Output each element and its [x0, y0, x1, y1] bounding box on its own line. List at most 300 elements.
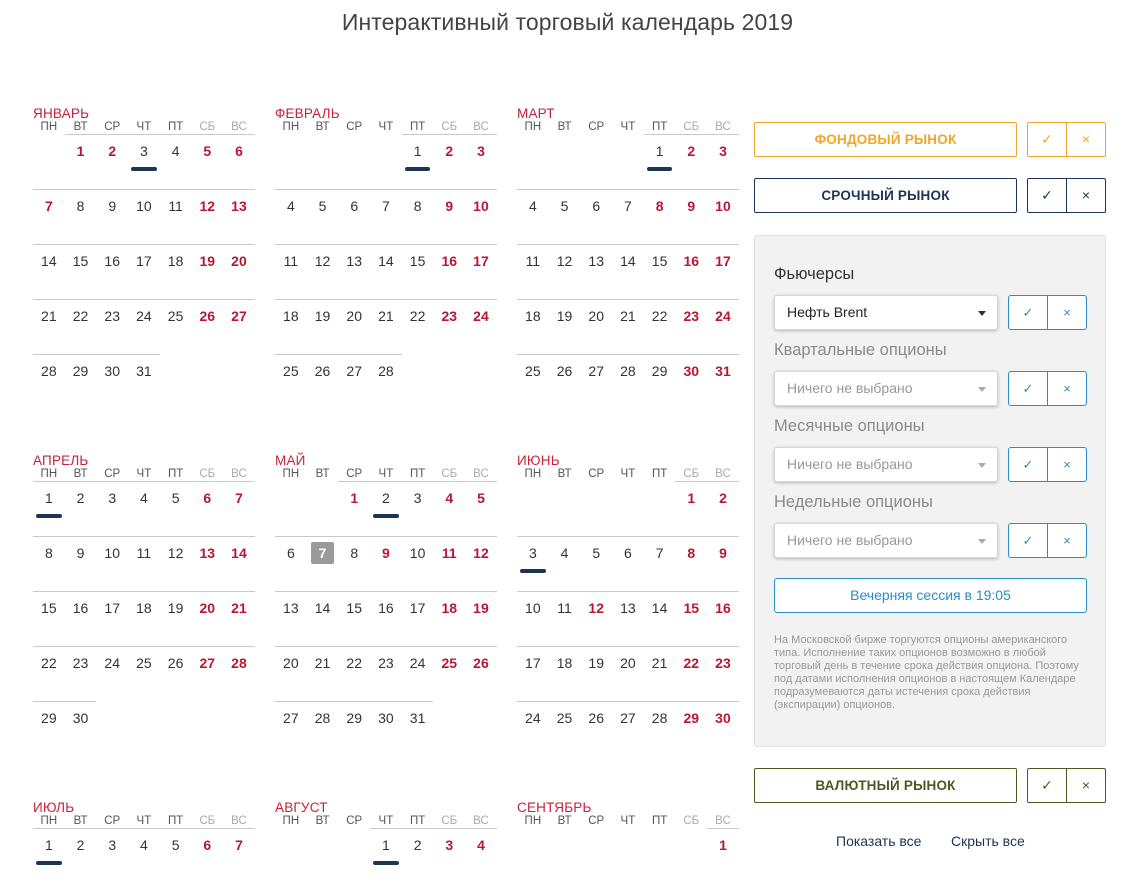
day-cell[interactable] [644, 134, 676, 189]
day-cell[interactable] [33, 481, 65, 536]
day-cell[interactable] [128, 299, 160, 354]
day-cell[interactable] [707, 354, 739, 409]
day-cell[interactable] [612, 646, 644, 701]
day-cell[interactable] [160, 591, 192, 646]
day-cell[interactable] [370, 646, 402, 701]
day-cell[interactable] [580, 189, 612, 244]
day-cell[interactable] [465, 646, 497, 701]
day-cell[interactable] [338, 189, 370, 244]
day-cell[interactable] [580, 646, 612, 701]
day-cell[interactable] [707, 591, 739, 646]
day-cell[interactable] [128, 134, 160, 189]
day-cell[interactable] [465, 591, 497, 646]
expiration-marker [36, 514, 62, 518]
day-cell[interactable] [307, 701, 339, 756]
day-cell[interactable] [33, 354, 65, 409]
day-number: 19 [473, 600, 489, 616]
day-cell[interactable] [65, 828, 97, 883]
calendar-week [275, 828, 497, 883]
weekly-options-select[interactable] [774, 523, 998, 558]
day-cell[interactable] [675, 354, 707, 409]
day-number: 5 [203, 143, 212, 159]
day-number: 29 [683, 710, 700, 726]
day-cell[interactable] [223, 244, 255, 299]
day-cell[interactable] [65, 481, 97, 536]
day-cell[interactable] [275, 536, 307, 591]
day-cell[interactable] [96, 134, 128, 189]
day-cell[interactable] [65, 299, 97, 354]
day-cell[interactable] [191, 189, 223, 244]
empty-day-cell [96, 701, 128, 756]
day-cell[interactable] [128, 244, 160, 299]
day-cell[interactable] [223, 646, 255, 701]
day-cell[interactable] [612, 701, 644, 756]
futures-select[interactable] [774, 295, 998, 330]
day-cell[interactable] [275, 701, 307, 756]
day-cell[interactable] [644, 189, 676, 244]
calendar-week [275, 134, 497, 189]
day-number: 3 [108, 490, 117, 506]
day-cell[interactable] [160, 189, 192, 244]
day-cell[interactable] [549, 299, 581, 354]
day-number: 21 [651, 655, 668, 671]
day-cell[interactable] [96, 536, 128, 591]
day-number: 4 [140, 837, 148, 853]
day-number: 25 [441, 655, 458, 671]
day-cell[interactable] [275, 646, 307, 701]
day-cell[interactable] [191, 481, 223, 536]
weekday-label: ЧТ [620, 815, 636, 827]
day-cell[interactable] [128, 481, 160, 536]
day-cell[interactable] [307, 244, 339, 299]
monthly-options-select-all-button[interactable]: ✓ [1009, 448, 1048, 481]
quarterly-options-clear-button[interactable]: × [1063, 381, 1071, 396]
day-number: 1 [44, 490, 53, 506]
day-number: 13 [346, 253, 362, 269]
day-cell[interactable] [433, 189, 465, 244]
empty-day-cell [307, 134, 339, 189]
day-cell[interactable] [549, 536, 581, 591]
day-cell[interactable] [675, 481, 707, 536]
day-number: 3 [477, 143, 485, 159]
day-cell[interactable] [65, 354, 97, 409]
calendar-week [517, 828, 739, 883]
day-cell[interactable] [370, 189, 402, 244]
day-cell[interactable] [644, 646, 676, 701]
day-cell[interactable] [128, 536, 160, 591]
expiration-marker [647, 167, 673, 171]
day-number: 3 [413, 490, 422, 506]
day-cell[interactable] [644, 354, 676, 409]
day-cell[interactable] [65, 591, 97, 646]
day-cell[interactable] [402, 481, 434, 536]
stock-market-toggle [1027, 122, 1106, 157]
day-cell[interactable] [675, 189, 707, 244]
day-number: 11 [168, 198, 183, 214]
day-number: 13 [283, 600, 299, 616]
day-cell[interactable] [160, 481, 192, 536]
day-cell[interactable] [644, 701, 676, 756]
day-number: 2 [76, 490, 85, 506]
day-cell[interactable] [549, 701, 581, 756]
day-cell[interactable] [580, 244, 612, 299]
day-cell[interactable] [370, 828, 402, 883]
day-cell[interactable] [465, 189, 497, 244]
day-number: 6 [350, 198, 359, 214]
day-cell[interactable] [465, 481, 497, 536]
quarterly-options-select[interactable] [774, 371, 998, 406]
day-cell[interactable] [338, 354, 370, 409]
day-cell[interactable] [96, 189, 128, 244]
day-cell[interactable] [402, 134, 434, 189]
day-cell[interactable] [433, 134, 465, 189]
weekday-label: СБ [441, 121, 458, 133]
weekday-label: ВС [231, 121, 247, 133]
day-cell[interactable] [465, 536, 497, 591]
day-cell[interactable] [96, 481, 128, 536]
futures-label: Фьючерсы [774, 265, 855, 283]
day-cell[interactable] [338, 646, 370, 701]
derivatives-market-toggle [1027, 178, 1106, 213]
stock-market-clear-button[interactable]: × [1081, 131, 1091, 147]
day-cell[interactable] [707, 701, 739, 756]
calendar-week [275, 536, 497, 591]
day-cell[interactable] [517, 354, 549, 409]
day-number: 25 [136, 655, 152, 671]
day-cell[interactable] [338, 701, 370, 756]
day-cell[interactable] [517, 536, 549, 591]
day-cell[interactable] [612, 189, 644, 244]
day-cell[interactable] [707, 244, 739, 299]
month-name: ФЕВРАЛЬ [275, 106, 340, 121]
day-cell[interactable] [128, 354, 160, 409]
day-cell[interactable] [307, 299, 339, 354]
quarterly-options-select-all-button[interactable]: ✓ [1009, 372, 1048, 405]
day-number: 18 [525, 308, 541, 324]
day-cell[interactable] [370, 591, 402, 646]
day-cell[interactable] [223, 134, 255, 189]
day-cell[interactable] [338, 244, 370, 299]
day-cell[interactable] [402, 646, 434, 701]
weekday-label: ЧТ [378, 815, 394, 827]
day-cell[interactable] [612, 299, 644, 354]
weekday-label: ПН [40, 121, 58, 133]
day-number: 8 [76, 198, 85, 214]
day-cell[interactable] [160, 134, 192, 189]
day-cell[interactable] [191, 591, 223, 646]
day-cell[interactable] [370, 354, 402, 409]
calendar-week [275, 481, 497, 536]
expiration-marker [520, 569, 546, 573]
day-cell[interactable] [433, 299, 465, 354]
month-calendar [517, 800, 739, 883]
day-cell[interactable] [580, 701, 612, 756]
expiration-marker [36, 861, 62, 865]
show-all-link[interactable]: Показать все [836, 833, 922, 849]
day-number: 1 [44, 837, 53, 853]
day-cell[interactable] [307, 646, 339, 701]
day-cell[interactable] [96, 244, 128, 299]
month-calendar [275, 106, 497, 409]
day-number: 19 [199, 253, 216, 269]
day-cell[interactable] [223, 189, 255, 244]
day-cell[interactable] [370, 244, 402, 299]
day-cell[interactable] [275, 244, 307, 299]
day-number: 12 [167, 545, 184, 561]
day-cell[interactable] [96, 299, 128, 354]
stock-market-select-all-button[interactable]: ✓ [1028, 123, 1067, 156]
day-cell[interactable] [96, 646, 128, 701]
weekday-label: ЧТ [136, 121, 152, 133]
day-cell[interactable] [33, 701, 65, 756]
day-cell[interactable] [307, 536, 339, 591]
day-cell[interactable] [675, 591, 707, 646]
empty-day-cell [465, 701, 497, 756]
day-cell[interactable] [675, 701, 707, 756]
day-cell[interactable] [517, 591, 549, 646]
empty-day-cell [275, 481, 307, 536]
day-cell[interactable] [644, 299, 676, 354]
day-cell[interactable] [33, 189, 65, 244]
weekday-label: СР [588, 468, 605, 480]
day-cell[interactable] [275, 354, 307, 409]
day-number: 6 [624, 545, 632, 561]
empty-day-cell [580, 481, 612, 536]
day-cell[interactable] [160, 536, 192, 591]
day-cell[interactable] [707, 536, 739, 591]
evening-session-button[interactable]: Вечерняя сессия в 19:05 [774, 578, 1087, 613]
day-cell[interactable] [307, 591, 339, 646]
monthly-options-clear-button[interactable]: × [1063, 457, 1071, 472]
day-cell[interactable] [65, 536, 97, 591]
day-cell[interactable] [96, 354, 128, 409]
futures-select-value: Нефть Brent [787, 304, 868, 320]
expiration-marker [405, 167, 431, 171]
empty-day-cell [223, 354, 255, 409]
day-cell[interactable] [223, 299, 255, 354]
day-cell[interactable] [433, 481, 465, 536]
day-cell[interactable] [370, 481, 402, 536]
day-cell[interactable] [191, 828, 223, 883]
day-cell[interactable] [465, 244, 497, 299]
day-cell[interactable] [707, 828, 739, 883]
day-number: 18 [167, 253, 184, 269]
day-cell[interactable] [96, 591, 128, 646]
weekday-label: ЧТ [620, 121, 636, 133]
weekday-label: ПН [524, 815, 542, 827]
day-number: 20 [620, 655, 636, 671]
month-name: МАРТ [517, 106, 555, 121]
day-cell[interactable] [612, 591, 644, 646]
day-number: 2 [413, 837, 422, 853]
day-cell[interactable] [612, 354, 644, 409]
day-number: 26 [167, 655, 184, 671]
hide-all-link[interactable]: Скрыть все [951, 833, 1025, 849]
day-number: 24 [715, 308, 731, 324]
day-cell[interactable] [675, 646, 707, 701]
month-name: АПРЕЛЬ [33, 453, 89, 468]
day-cell[interactable] [223, 481, 255, 536]
day-cell[interactable] [160, 828, 192, 883]
day-cell[interactable] [465, 828, 497, 883]
derivatives-market-select-all-button[interactable]: ✓ [1028, 179, 1067, 212]
day-number: 4 [477, 837, 485, 853]
day-cell[interactable] [644, 244, 676, 299]
day-cell[interactable] [517, 189, 549, 244]
day-cell[interactable] [33, 536, 65, 591]
day-cell[interactable] [65, 189, 97, 244]
day-cell[interactable] [191, 299, 223, 354]
day-cell[interactable] [33, 591, 65, 646]
day-cell[interactable] [402, 536, 434, 591]
day-cell[interactable] [707, 481, 739, 536]
day-cell[interactable] [65, 646, 97, 701]
day-cell[interactable] [433, 244, 465, 299]
day-cell[interactable] [549, 646, 581, 701]
day-cell[interactable] [33, 299, 65, 354]
day-cell[interactable] [370, 701, 402, 756]
day-cell[interactable] [33, 646, 65, 701]
derivatives-market-clear-button[interactable]: × [1081, 187, 1091, 203]
day-cell[interactable] [549, 189, 581, 244]
day-cell[interactable] [223, 591, 255, 646]
day-cell[interactable] [191, 244, 223, 299]
day-cell[interactable] [402, 299, 434, 354]
day-cell[interactable] [160, 646, 192, 701]
day-cell[interactable] [191, 646, 223, 701]
day-cell[interactable] [517, 646, 549, 701]
futures-clear-button[interactable]: × [1063, 305, 1071, 320]
day-cell[interactable] [223, 828, 255, 883]
day-cell[interactable] [675, 299, 707, 354]
day-number: 21 [314, 655, 331, 671]
day-cell[interactable] [402, 591, 434, 646]
calendar-week [517, 134, 739, 189]
day-cell[interactable] [644, 536, 676, 591]
day-cell[interactable] [465, 134, 497, 189]
day-cell[interactable] [402, 244, 434, 299]
weekly-options-toggle [1008, 523, 1087, 558]
day-cell[interactable] [675, 536, 707, 591]
day-cell[interactable] [580, 299, 612, 354]
day-cell[interactable] [307, 189, 339, 244]
day-cell[interactable] [370, 536, 402, 591]
day-cell[interactable] [275, 591, 307, 646]
futures-select-all-button[interactable]: ✓ [1009, 296, 1048, 329]
weekday-label: СБ [199, 815, 216, 827]
empty-day-cell [580, 828, 612, 883]
day-number: 14 [620, 253, 636, 269]
day-cell[interactable] [275, 189, 307, 244]
calendar-week [275, 299, 497, 354]
day-cell[interactable] [33, 244, 65, 299]
day-cell[interactable] [402, 828, 434, 883]
day-cell[interactable] [707, 646, 739, 701]
day-cell[interactable] [160, 299, 192, 354]
day-cell[interactable] [191, 536, 223, 591]
day-cell[interactable] [370, 299, 402, 354]
weekly-options-select-all-button[interactable]: ✓ [1009, 524, 1048, 557]
day-cell[interactable] [517, 244, 549, 299]
calendar-week [517, 646, 739, 701]
calendar-week [33, 244, 255, 299]
day-cell[interactable] [580, 591, 612, 646]
day-number: 31 [409, 710, 426, 726]
day-cell[interactable] [549, 244, 581, 299]
day-cell[interactable] [612, 244, 644, 299]
weekday-label: СР [346, 468, 363, 480]
day-cell[interactable] [338, 299, 370, 354]
day-cell[interactable] [707, 189, 739, 244]
weekday-label: СР [104, 468, 121, 480]
weekday-label: ВС [473, 121, 489, 133]
calendar-week [33, 299, 255, 354]
day-cell[interactable] [191, 134, 223, 189]
day-cell[interactable] [65, 244, 97, 299]
day-cell[interactable] [128, 646, 160, 701]
day-cell[interactable] [128, 591, 160, 646]
derivatives-market-button[interactable]: СРОЧНЫЙ РЫНОК [754, 178, 1017, 213]
day-cell[interactable] [338, 481, 370, 536]
day-cell[interactable] [549, 591, 581, 646]
day-cell[interactable] [580, 536, 612, 591]
expiration-marker [373, 514, 399, 518]
weekly-options-clear-button[interactable]: × [1063, 533, 1071, 548]
day-cell[interactable] [160, 244, 192, 299]
weekly-options-label: Недельные опционы [774, 493, 933, 511]
day-cell[interactable] [707, 134, 739, 189]
day-cell[interactable] [338, 536, 370, 591]
currency-market-clear-button[interactable]: × [1081, 777, 1091, 793]
stock-market-button[interactable]: ФОНДОВЫЙ РЫНОК [754, 122, 1017, 157]
day-cell[interactable] [644, 591, 676, 646]
day-cell[interactable] [402, 189, 434, 244]
day-cell[interactable] [128, 189, 160, 244]
day-cell[interactable] [65, 701, 97, 756]
day-number: 20 [283, 655, 299, 671]
day-cell[interactable] [675, 134, 707, 189]
day-cell[interactable] [402, 701, 434, 756]
currency-market-button[interactable]: ВАЛЮТНЫЙ РЫНОК [754, 768, 1017, 803]
day-cell[interactable] [433, 536, 465, 591]
day-cell[interactable] [433, 828, 465, 883]
day-cell[interactable] [96, 828, 128, 883]
day-number: 21 [41, 308, 57, 324]
day-cell[interactable] [675, 244, 707, 299]
day-cell[interactable] [549, 354, 581, 409]
day-cell[interactable] [580, 354, 612, 409]
quarterly-options-placeholder: Ничего не выбрано [787, 380, 913, 396]
day-cell[interactable] [307, 354, 339, 409]
day-cell[interactable] [275, 299, 307, 354]
day-cell[interactable] [128, 828, 160, 883]
day-number: 1 [719, 837, 727, 853]
monthly-options-select[interactable] [774, 447, 998, 482]
day-cell[interactable] [517, 701, 549, 756]
day-cell[interactable] [433, 646, 465, 701]
day-cell[interactable] [707, 299, 739, 354]
day-cell[interactable] [338, 591, 370, 646]
day-cell[interactable] [433, 591, 465, 646]
day-cell[interactable] [465, 299, 497, 354]
day-cell[interactable] [65, 134, 97, 189]
day-cell[interactable] [33, 828, 65, 883]
day-cell[interactable] [612, 536, 644, 591]
empty-day-cell [517, 134, 549, 189]
day-cell[interactable] [517, 299, 549, 354]
currency-market-select-all-button[interactable]: ✓ [1028, 769, 1067, 802]
day-cell[interactable] [223, 536, 255, 591]
